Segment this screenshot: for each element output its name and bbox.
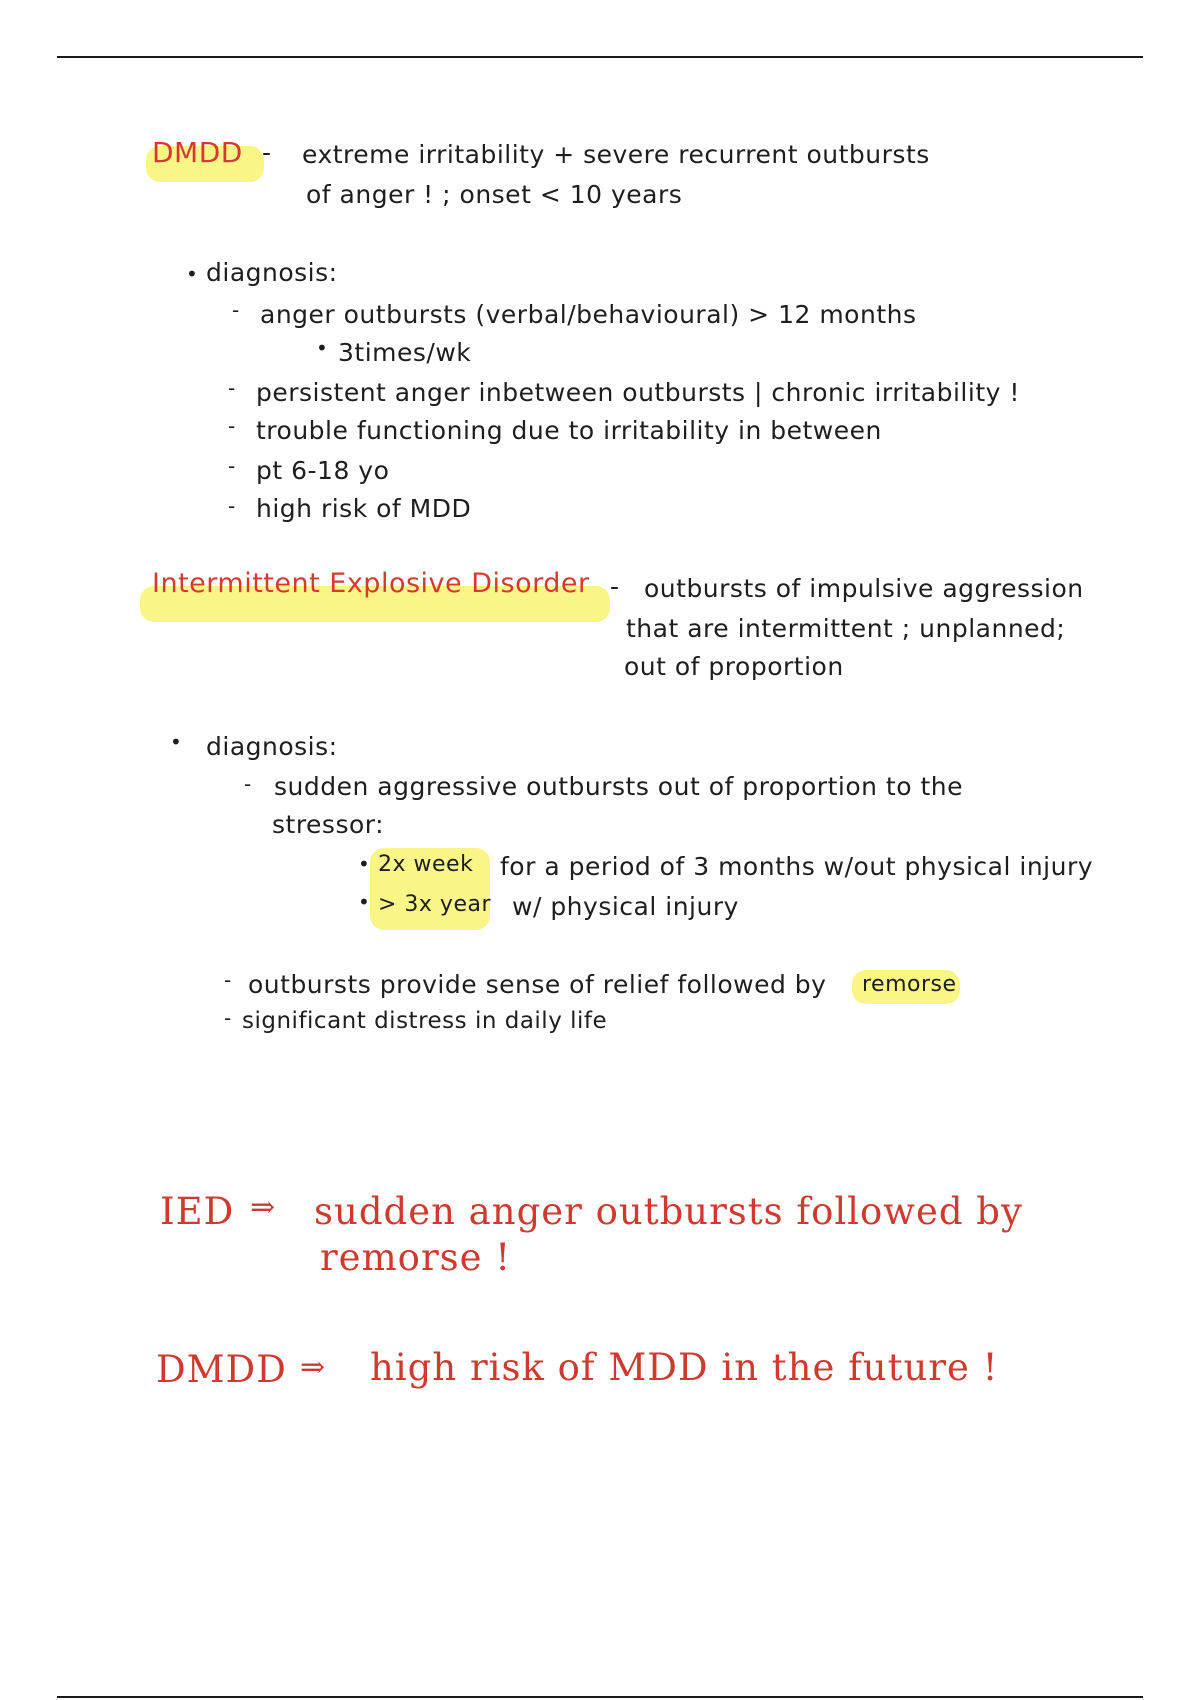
summary-ied-term: IED [160, 1190, 235, 1233]
dmdd-criterion-1a: 3times/wk [338, 338, 472, 367]
bullet: • [358, 890, 370, 914]
dash: - [224, 1006, 232, 1030]
ied-criterion-1-line-2: stressor: [272, 810, 385, 839]
ied-criterion-1b-highlight: > 3x year [378, 892, 492, 917]
dash: - [228, 376, 236, 400]
dmdd-separator: - [262, 138, 272, 167]
ied-definition-line-3: out of proportion [624, 652, 844, 681]
dmdd-criterion-4: pt 6-18 yo [256, 456, 390, 485]
dash: - [244, 772, 252, 796]
ied-criterion-3: significant distress in daily life [242, 1008, 608, 1034]
dmdd-diagnosis-label: diagnosis: [206, 258, 338, 287]
dmdd-criterion-2: persistent anger inbetween outbursts | chronic irritability ! [256, 378, 1020, 407]
bullet: • [170, 730, 182, 754]
dash: - [224, 968, 232, 992]
ied-definition-line-1: outbursts of impulsive aggression [644, 574, 1084, 603]
summary-arrow: ⇒ [250, 1190, 277, 1225]
summary-dmdd-term: DMDD [156, 1348, 287, 1391]
ied-separator: - [610, 572, 620, 601]
dash: - [228, 494, 236, 518]
summary-ied-line-2: remorse ! [320, 1236, 512, 1279]
bullet: • [358, 852, 370, 876]
summary-arrow: ⇒ [300, 1350, 327, 1385]
ied-criterion-1a-text: for a period of 3 months w/out physical injury [500, 852, 1094, 881]
ied-definition-line-2: that are intermittent ; unplanned; [626, 614, 1066, 643]
ied-criterion-2-highlight: remorse [862, 972, 957, 997]
dash: - [232, 298, 240, 322]
bullet: • [316, 336, 328, 360]
dmdd-definition-line-1: extreme irritability + severe recurrent outbursts [302, 140, 930, 169]
dmdd-term: DMDD [152, 136, 243, 169]
dmdd-criterion-1: anger outbursts (verbal/behavioural) > 12 months [260, 300, 917, 329]
ied-criterion-1-line-1: sudden aggressive outbursts out of proportion to the [274, 772, 963, 801]
dash: - [228, 454, 236, 478]
ied-criterion-1a-highlight: 2x week [378, 852, 474, 877]
dmdd-definition-line-2: of anger ! ; onset < 10 years [306, 180, 683, 209]
top-rule [57, 56, 1143, 58]
dmdd-criterion-3: trouble functioning due to irritability in between [256, 416, 882, 445]
bottom-rule [57, 1696, 1143, 1698]
ied-term: Intermittent Explosive Disorder [152, 568, 590, 599]
summary-ied-line-1: sudden anger outbursts followed by [314, 1190, 1023, 1233]
ied-criterion-2-text: outbursts provide sense of relief followed by [248, 970, 827, 999]
ied-diagnosis-label: diagnosis: [206, 732, 338, 761]
bullet: • [186, 262, 198, 286]
dmdd-criterion-5: high risk of MDD [256, 494, 472, 523]
dash: - [228, 414, 236, 438]
ied-criterion-1b-text: w/ physical injury [512, 892, 739, 921]
summary-dmdd-text: high risk of MDD in the future ! [370, 1346, 999, 1389]
